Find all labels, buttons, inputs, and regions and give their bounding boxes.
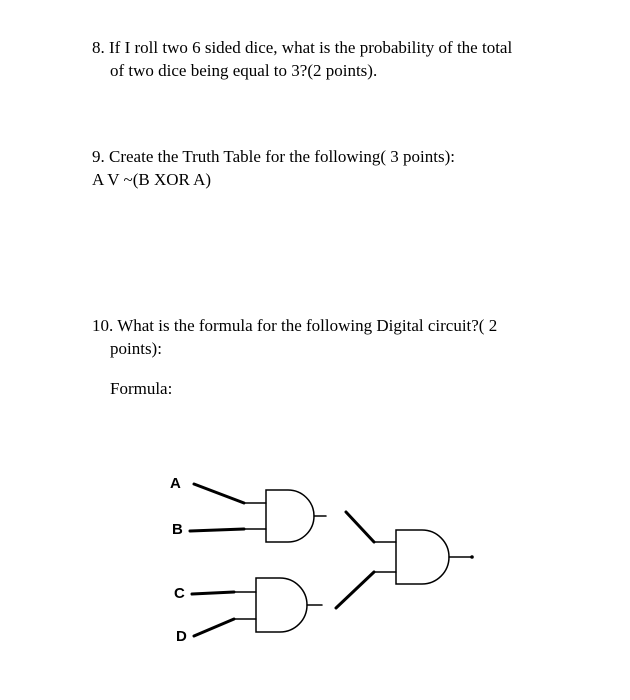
wire-gate1-to-gate3 <box>346 512 374 542</box>
formula-label: Formula: <box>110 379 173 398</box>
question-8 <box>92 36 562 82</box>
wire-a <box>194 484 244 503</box>
wire-gate2-to-gate3 <box>336 572 374 608</box>
output-terminal <box>470 555 474 559</box>
question-8-line-2: of two dice being equal to 3?(2 points). <box>110 61 378 80</box>
question-10-line-1: 10. What is the formula for the following Digital circuit?( 2 <box>92 316 498 335</box>
and-gate-1 <box>266 490 314 542</box>
logic-circuit-diagram <box>160 462 480 652</box>
input-label-b: B <box>172 521 183 538</box>
wire-d <box>194 619 234 636</box>
wire-c <box>192 592 234 594</box>
question-9 <box>92 145 562 191</box>
question-8-line-1: 8. If I roll two 6 sided dice, what is the probability of the total <box>92 38 513 57</box>
question-9-expression: A V ~(B XOR A) <box>92 170 212 189</box>
question-9-line-1: 9. Create the Truth Table for the following( 3 points): <box>92 147 456 166</box>
input-label-d: D <box>176 628 187 645</box>
input-label-c: C <box>174 585 185 602</box>
input-label-a: A <box>170 475 181 492</box>
and-gate-3 <box>396 530 449 584</box>
and-gate-2 <box>256 578 307 632</box>
wire-b <box>190 529 244 531</box>
question-10 <box>92 314 562 360</box>
question-10-line-2: points): <box>110 339 162 358</box>
